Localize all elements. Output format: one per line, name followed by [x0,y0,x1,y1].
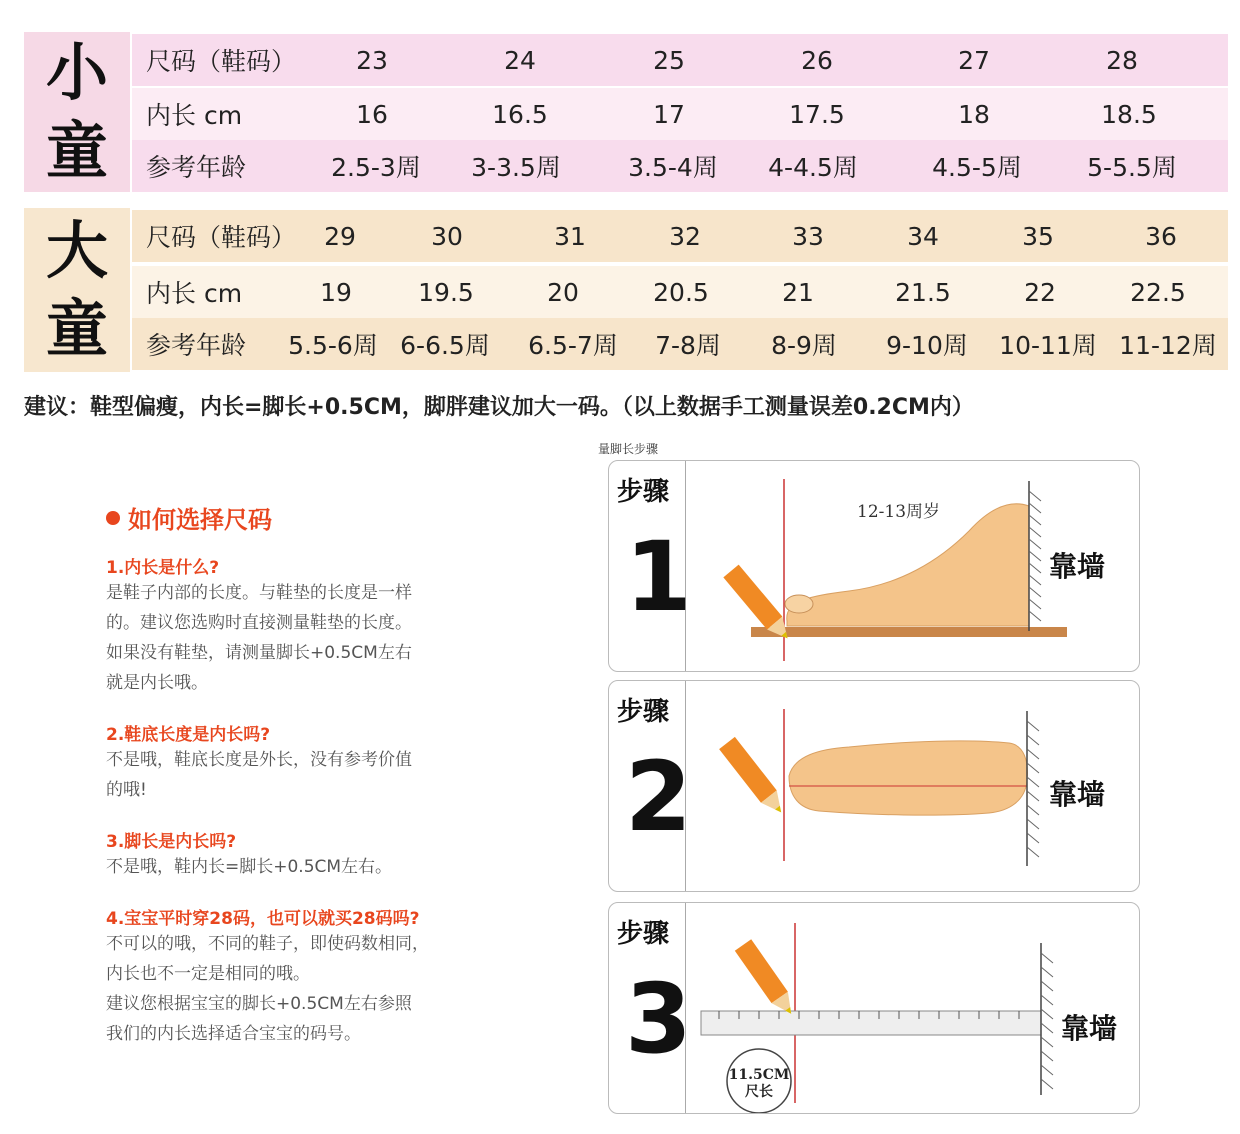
row-label: 内长 cm [146,101,243,130]
guide-heading-text: 如何选择尺码 [128,506,272,534]
size-cell: 29 [324,221,356,251]
size-row [132,210,1228,262]
step-number: 2 [625,741,692,853]
size-cell: 31 [554,221,586,251]
title-char: 童 [45,292,108,365]
size-guide [106,500,486,1071]
row-label: 内长 cm [146,279,243,308]
size-cell: 26 [801,45,833,75]
length-cell: 16 [356,99,388,129]
length-cell: 20 [547,277,579,307]
faq-answer [106,929,486,1049]
step-number: 3 [625,963,692,1075]
length-cell: 18 [958,99,990,129]
answer-line: 不是哦，鞋内长=脚长+0.5CM左右。 [106,857,393,877]
length-cell: 19 [320,277,352,307]
age-cell: 3.5-4周 [628,153,718,182]
age-cell: 5.5-6周 [288,331,378,360]
step-2-panel [608,680,1140,892]
faq-answer [106,852,486,882]
row-label: 尺码（鞋码） [146,47,297,76]
length-cell: 17.5 [789,99,845,129]
age-cell: 6.5-7周 [528,331,618,360]
title-char: 大 [45,214,108,287]
row-label: 参考年龄 [146,331,247,360]
wall-label: 靠墙 [1049,550,1106,583]
length-cell: 18.5 [1101,99,1157,129]
steps-caption: 量脚长步骤 [598,442,659,456]
inner-length-row [132,88,1228,140]
answer-line: 不可以的哦，不同的鞋子，即使码数相同， [106,934,429,954]
answer-line: 我们的内长选择适合宝宝的码号。 [106,1024,361,1044]
length-cell: 16.5 [492,99,548,129]
age-note: 12-13周岁 [857,502,941,522]
length-cell: 21 [782,277,814,307]
small-kids-title [24,32,130,192]
length-cell: 17 [653,99,685,129]
age-cell: 5-5.5周 [1087,153,1177,182]
step-1-panel [608,460,1140,672]
size-cell: 25 [653,45,685,75]
length-cell: 20.5 [653,277,709,307]
bullet-icon [106,511,120,525]
size-cell: 30 [431,221,463,251]
small-kids-size-table [24,32,1228,192]
faq-question: 1.内长是什么? [106,558,220,578]
age-cell: 4.5-5周 [932,153,1022,182]
age-row [132,318,1228,370]
big-kids-size-table [24,208,1228,372]
title-char: 小 [45,36,108,109]
answer-line: 如果没有鞋垫，请测量脚长+0.5CM左右 [106,643,412,663]
faq-question: 4.宝宝平时穿28码，也可以就买28码吗? [106,909,420,929]
size-cell: 23 [356,45,388,75]
age-row [132,140,1228,192]
size-cell: 24 [504,45,536,75]
title-char: 童 [45,114,108,187]
size-cell: 36 [1145,221,1177,251]
length-cell: 22 [1024,277,1056,307]
measure-unit-label: 尺长 [745,1084,773,1100]
measure-value: 11.5CM [728,1067,790,1083]
guide-heading [106,500,486,535]
age-cell: 4-4.5周 [768,153,858,182]
answer-line: 的哦! [106,780,147,800]
step-3-panel [608,902,1140,1114]
age-cell: 7-8周 [655,331,721,360]
row-label: 尺码（鞋码） [146,223,297,252]
age-cell: 6-6.5周 [400,331,490,360]
length-cell: 21.5 [895,277,951,307]
wall-label: 靠墙 [1049,778,1106,811]
size-cell: 32 [669,221,701,251]
measure-result [728,1067,790,1101]
step-label: 步骤 [617,919,670,949]
answer-line: 建议您根据宝宝的脚长+0.5CM左右参照 [106,994,412,1014]
age-cell: 2.5-3周 [331,153,421,182]
length-cell: 19.5 [418,277,474,307]
faq-question: 2.鞋底长度是内长吗? [106,725,271,745]
size-cell: 27 [958,45,990,75]
inner-length-row [132,266,1228,318]
age-cell: 11-12周 [1119,331,1217,360]
answer-line: 不是哦，鞋底长度是外长，没有参考价值 [106,750,412,770]
step-3-illustration [609,903,1139,1113]
faq-question: 3.脚长是内长吗? [106,832,237,852]
size-row [132,34,1228,86]
size-advice: 建议：鞋型偏瘦，内长=脚长+0.5CM，脚胖建议加大一码。（以上数据手工测量误差0.2CM内） [24,395,974,420]
age-cell: 3-3.5周 [471,153,561,182]
wall-label: 靠墙 [1061,1012,1118,1045]
row-label: 参考年龄 [146,153,247,182]
step-number: 1 [625,521,692,633]
age-cell: 10-11周 [999,331,1097,360]
age-cell: 9-10周 [886,331,968,360]
answer-line: 是鞋子内部的长度。与鞋垫的长度是一样 [106,583,412,603]
size-cell: 28 [1106,45,1138,75]
length-cell: 22.5 [1130,277,1186,307]
faq-answer [106,578,486,698]
size-cell: 33 [792,221,824,251]
faq-answer [106,745,486,805]
size-cell: 34 [907,221,939,251]
answer-line: 内长也不一定是相同的哦。 [106,964,310,984]
step-label: 步骤 [617,477,670,507]
size-cell: 35 [1022,221,1054,251]
answer-line: 就是内长哦。 [106,673,208,693]
step-label: 步骤 [617,697,670,727]
big-kids-title [24,208,130,372]
answer-line: 的。建议您选购时直接测量鞋垫的长度。 [106,613,412,633]
age-cell: 8-9周 [771,331,837,360]
